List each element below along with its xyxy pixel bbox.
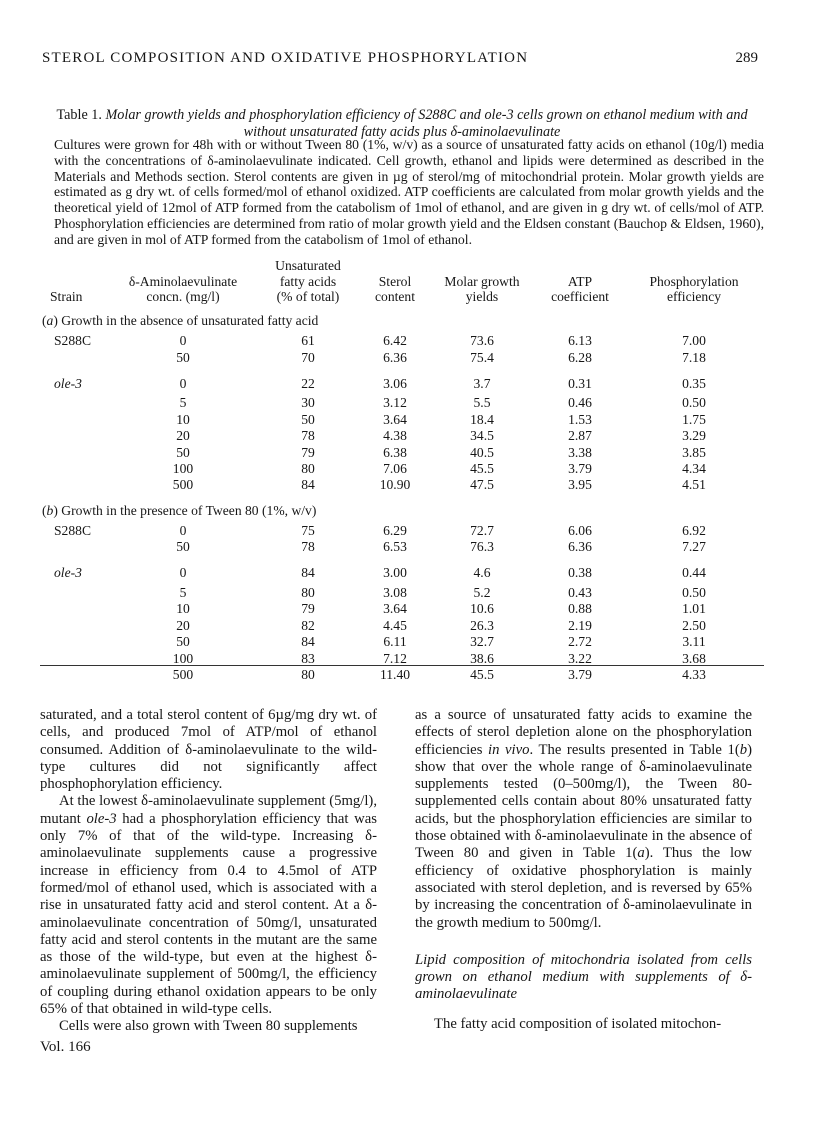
table-cell-strain <box>40 667 110 689</box>
table-cell: 32.7 <box>470 634 494 650</box>
table-row <box>40 444 762 461</box>
table-row <box>40 584 762 601</box>
table-cell: 84 <box>301 634 315 650</box>
table-cell: 26.3 <box>470 617 494 633</box>
table-caption <box>40 107 764 140</box>
right-column <box>415 707 752 1033</box>
table-cell: 10 <box>176 601 190 617</box>
table-cell: 76.3 <box>470 539 494 555</box>
table-cell: 1.53 <box>568 411 592 427</box>
table-cell: 3.06 <box>383 375 407 391</box>
table-cell: 78 <box>301 539 315 555</box>
table-cell: 6.11 <box>383 634 407 650</box>
table-cell: 10 <box>176 411 190 427</box>
table-cell: 80 <box>301 584 315 600</box>
table-cell-strain: S288C <box>54 333 92 349</box>
table-bottom-rule <box>40 665 764 666</box>
footer-volume: Vol. 166 <box>40 1039 91 1055</box>
table-cell-strain <box>40 601 110 618</box>
table-cell: 38.6 <box>470 650 494 666</box>
table-cell-strain <box>40 584 110 601</box>
table-cell: 50 <box>176 634 190 650</box>
table-cell: 73.6 <box>470 333 494 349</box>
table-cell: 7.18 <box>682 349 706 365</box>
right-paragraph-2: The fatty acid composition of isolated mitochon- <box>434 1015 722 1032</box>
table-row <box>40 667 762 689</box>
table-cell: 4.38 <box>383 428 407 444</box>
table-cell-strain <box>40 539 110 556</box>
table-cell: 3.7 <box>473 375 491 391</box>
table-cell: 0.31 <box>568 375 592 391</box>
table-cell: 20 <box>176 617 190 633</box>
table-row <box>40 461 762 478</box>
table-cell: 84 <box>301 565 315 581</box>
table-cell: 1.01 <box>682 601 706 617</box>
table-cell: 500 <box>172 477 194 493</box>
table-note: Cultures were grown for 48h with or without Tween 80 (1%, w/v) as a source of unsaturated fatty acids on ethanol (10g/l) media with the concentrations of δ-aminolaevulinate indicated. Cell growth, ethanol and lipids were determined as described in the Materials and Methods section. Sterol contents are given in µg of sterol/mg of mitochondrial protein. Molar growth yields are estimated as g dry wt. of cells formed/mol of ethanol oxidized. ATP coefficients are calculated from molar growth yields and the theoretical yield of 12mol of ATP formed from the catabolism of 1mol of ethanol, and are given in g dry wt. of cells/mol of ATP. Phosphorylation efficiencies are determined from ratio of molar growth yield and the Eldsen constant (Bauchop & Eldsen, 1960), and are given in mol of ATP formed from the catabolism of 1mol of ethanol. <box>54 137 764 247</box>
table-cell: 1.75 <box>682 411 706 427</box>
table-cell: 0.44 <box>682 565 706 581</box>
table-cell: 0.46 <box>568 395 592 411</box>
table-cell: 50 <box>176 444 190 460</box>
table-cell: 30 <box>301 395 315 411</box>
section-subheading: Lipid composition of mitochondria isolated from cells grown on ethanol medium with supplements of δ-aminolaevulinate <box>415 951 752 1003</box>
table-row <box>40 349 762 366</box>
table-cell-strain: S288C <box>54 522 92 538</box>
data-table <box>40 258 762 689</box>
table-row <box>40 617 762 634</box>
header-sterol: Sterol content <box>374 273 415 305</box>
table-row <box>40 601 762 618</box>
table-cell: 500 <box>172 666 194 682</box>
table-cell-strain <box>40 349 110 366</box>
table-cell: 6.38 <box>383 444 407 460</box>
table-row <box>40 634 762 651</box>
table-row <box>40 428 762 445</box>
table-cell: 3.79 <box>568 461 592 477</box>
table-cell: 0.50 <box>682 584 706 600</box>
table-cell: 4.45 <box>383 617 407 633</box>
header-ala: δ-Aminolaevulinate concn. (mg/l) <box>128 273 238 305</box>
table-cell-strain <box>40 395 110 412</box>
table-cell: 6.28 <box>568 349 592 365</box>
table-cell: 0 <box>179 333 187 349</box>
left-paragraph-2: At the lowest δ-aminolaevulinate supplement (5mg/l), mutant ole-3 had a phosphorylation efficiency that was only 7% of that of the wild-type. Increasing δ-aminolaevulinate supplements cause a progressive increase in efficiency from 0.4 to 4.5mol of ATP formed/mol of ethanol used, which is associated with a rise in unsaturated fatty acid and sterol content. At a δ-aminolaevulinate concentration of 50mg/l, unsaturated fatty acid and sterol contents in the mutant are the same as those of the wild-type, but even at the highest δ-aminolaevulinate supplement of 500mg/l, the efficiency of coupling during ethanol oxidation appears to be only 65% of that obtained in wild-type cells. <box>40 793 377 1018</box>
table-cell: 6.06 <box>568 522 592 538</box>
table-row <box>40 366 762 395</box>
table-cell: 78 <box>301 428 315 444</box>
table-cell: 0 <box>179 565 187 581</box>
section-heading-a: (a) Growth in the absence of unsaturated fatty acid <box>42 313 319 329</box>
table-cell: 80 <box>301 461 315 477</box>
table-cell: 79 <box>301 601 315 617</box>
table-cell: 3.29 <box>682 428 706 444</box>
table-cell: 0.88 <box>568 601 592 617</box>
header-atp: ATP coefficient <box>551 273 609 305</box>
table-cell: 0.38 <box>568 565 592 581</box>
table-cell: 0.50 <box>682 395 706 411</box>
table-cell: 5 <box>179 395 187 411</box>
table-cell: 84 <box>301 477 315 493</box>
table-cell: 4.34 <box>682 461 706 477</box>
table-cell: 4.6 <box>473 565 491 581</box>
table-header <box>40 258 762 310</box>
table-cell: 3.11 <box>682 634 706 650</box>
table-cell: 2.50 <box>682 617 706 633</box>
table-cell: 7.00 <box>682 333 706 349</box>
table-row <box>40 522 762 539</box>
table-row <box>40 395 762 412</box>
table-cell: 4.33 <box>682 666 706 682</box>
right-paragraph-1: as a source of unsaturated fatty acids to examine the effects of sterol depletion alone on the phosphorylation efficiencies in vivo. The results presented in Table 1(b) show that over the whole range of δ-aminolaevulinate supplements tested (0–500mg/l), the Tween 80-supplemented cells contain about 80% unsaturated fatty acids, but the phosphorylation efficiencies are similar to those obtained with δ-aminolaevulinate in the absence of Tween 80 and given in Table 1(a). Thus the low efficiency of oxidative phosphorylation is mainly associated with sterol depletion, and is reversed by 65% by increasing the concentration of δ-aminolaevulinate in the growth medium to 500mg/l. <box>415 707 752 931</box>
table-cell: 22 <box>301 375 315 391</box>
table-cell: 7.12 <box>383 650 407 666</box>
table-cell-strain <box>40 444 110 461</box>
table-cell: 50 <box>176 539 190 555</box>
table-cell-strain <box>40 461 110 478</box>
table-cell: 10.6 <box>470 601 494 617</box>
table-cell: 6.92 <box>682 522 706 538</box>
table-cell: 100 <box>172 461 194 477</box>
left-paragraph-1: saturated, and a total sterol content of 6µg/mg dry wt. of cells, and produced 7mol of ATP/mol of ethanol consumed. Addition of δ-aminolaevulinate to the wild-type cultures did not significantly affect phosphophorylation efficiency. <box>40 707 377 793</box>
table-cell: 50 <box>301 411 315 427</box>
table-cell: 5.5 <box>473 395 491 411</box>
table-cell: 3.68 <box>682 650 706 666</box>
table-cell-strain <box>40 411 110 428</box>
table-cell: 70 <box>301 349 315 365</box>
table-cell: 3.08 <box>383 584 407 600</box>
page-number: 289 <box>735 50 758 66</box>
table-cell: 5.2 <box>473 584 491 600</box>
table-cell-strain <box>40 477 110 499</box>
table-cell: 61 <box>301 333 315 349</box>
table-cell: 3.64 <box>383 601 407 617</box>
table-cell: 82 <box>301 617 315 633</box>
table-cell: 11.40 <box>379 666 411 682</box>
table-cell: 6.13 <box>568 333 592 349</box>
header-yield: Molar growth yields <box>444 273 520 305</box>
table-cell: 79 <box>301 444 315 460</box>
table-caption-lead: Table 1. <box>56 107 102 123</box>
table-cell: 0.35 <box>682 375 706 391</box>
table-cell: 3.22 <box>568 650 592 666</box>
header-phos: Phosphorylation efficiency <box>649 273 739 305</box>
table-cell: 40.5 <box>470 444 494 460</box>
table-row <box>40 411 762 428</box>
table-cell: 6.42 <box>383 333 407 349</box>
table-cell: 3.12 <box>383 395 407 411</box>
running-head-title: STEROL COMPOSITION AND OXIDATIVE PHOSPHORYLATION <box>42 50 529 66</box>
table-cell: 3.64 <box>383 411 407 427</box>
table-cell: 50 <box>176 349 190 365</box>
header-ufa: Unsaturated fatty acids (% of total) <box>275 258 341 305</box>
table-row <box>40 477 762 499</box>
table-row <box>40 333 762 350</box>
table-section-b <box>40 499 762 689</box>
table-cell: 10.90 <box>379 477 411 493</box>
left-column <box>40 707 377 1036</box>
table-cell: 2.87 <box>568 428 592 444</box>
table-cell-strain: ole-3 <box>54 375 82 391</box>
table-section-a <box>40 310 762 500</box>
table-cell-strain <box>40 617 110 634</box>
table-cell: 72.7 <box>470 522 494 538</box>
table-cell: 18.4 <box>470 411 494 427</box>
table-cell: 2.72 <box>568 634 592 650</box>
table-cell: 45.5 <box>470 461 494 477</box>
table-cell: 7.27 <box>682 539 706 555</box>
table-cell: 3.95 <box>568 477 592 493</box>
table-row <box>40 539 762 556</box>
table-cell-strain: ole-3 <box>54 565 82 581</box>
table-cell: 100 <box>172 650 194 666</box>
table-caption-text: Molar growth yields and phosphorylation efficiency of S288C and ole-3 cells grown on ethanol medium with and without unsaturated fatty acids plus δ-aminolaevulinate <box>105 107 748 140</box>
table-cell: 5 <box>179 584 187 600</box>
table-cell: 34.5 <box>470 428 494 444</box>
table-cell: 20 <box>176 428 190 444</box>
table-cell: 3.38 <box>568 444 592 460</box>
left-paragraph-3: Cells were also grown with Tween 80 supplements <box>59 1018 358 1035</box>
table-cell: 7.06 <box>383 461 407 477</box>
table-cell: 6.53 <box>383 539 407 555</box>
table-row <box>40 555 762 584</box>
table-cell: 6.29 <box>383 522 407 538</box>
table-cell: 45.5 <box>470 666 494 682</box>
table-cell: 80 <box>301 666 315 682</box>
table-cell: 83 <box>301 650 315 666</box>
table-cell: 0 <box>179 522 187 538</box>
table-cell: 3.00 <box>383 565 407 581</box>
table-cell: 47.5 <box>470 477 494 493</box>
header-strain: Strain <box>50 289 83 305</box>
table-cell: 75 <box>301 522 315 538</box>
table-cell: 6.36 <box>568 539 592 555</box>
table-cell: 4.51 <box>682 477 706 493</box>
table-cell: 0 <box>179 375 187 391</box>
table-cell: 3.79 <box>568 666 592 682</box>
table-cell: 75.4 <box>470 349 494 365</box>
running-head <box>42 50 758 72</box>
table-cell: 0.43 <box>568 584 592 600</box>
table-cell-strain <box>40 634 110 651</box>
section-heading-b: (b) Growth in the presence of Tween 80 (1%, w/v) <box>42 502 317 518</box>
table-cell: 3.85 <box>682 444 706 460</box>
table-cell-strain <box>40 428 110 445</box>
table-cell: 6.36 <box>383 349 407 365</box>
table-cell: 2.19 <box>568 617 592 633</box>
